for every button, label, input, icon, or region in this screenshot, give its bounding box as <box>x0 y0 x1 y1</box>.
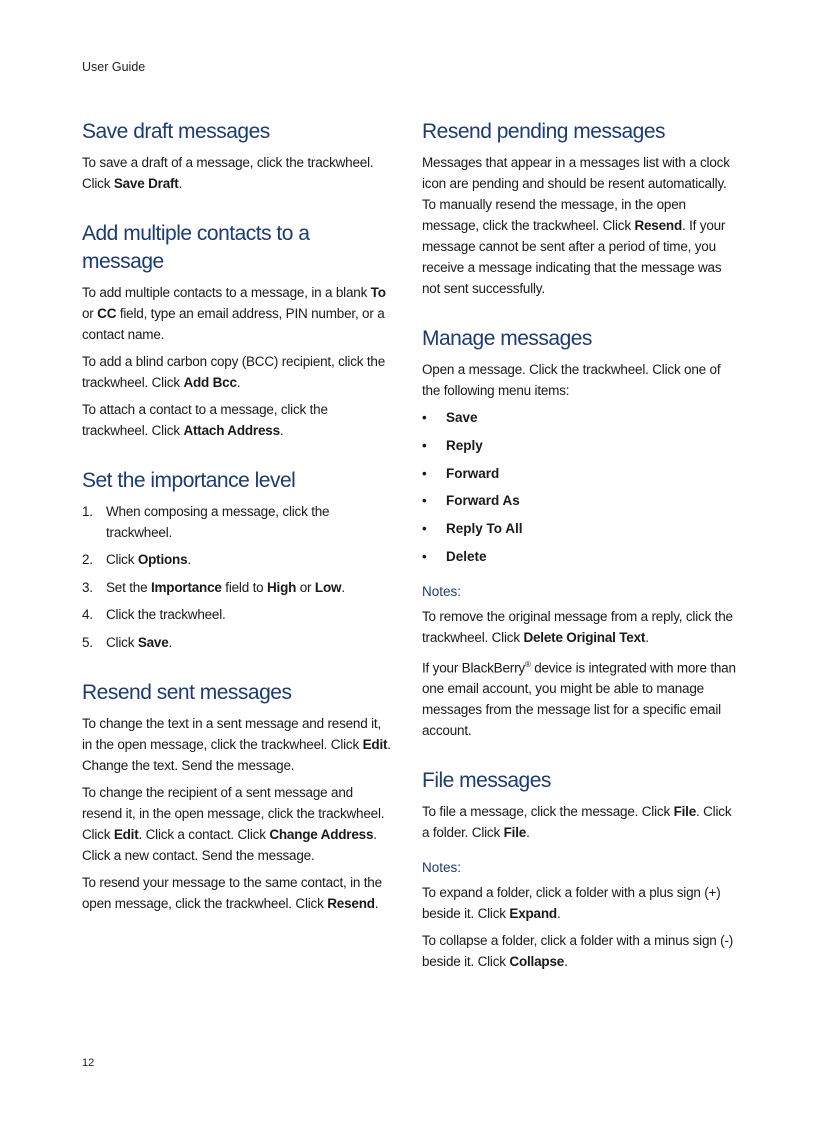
list-item: • Forward As <box>422 493 520 509</box>
paragraph: To change the recipient of a sent message and resend it, in the open message, click the trackwheel. Click Edit. Click a contact. Click Change Address. Click a new contact. Send the message. <box>82 784 385 863</box>
section-title: Manage messages <box>422 327 592 350</box>
step-item: 5. Click Save. <box>82 634 173 650</box>
ui-term: CC <box>97 306 117 321</box>
paragraph: To resend your message to the same contact, in the open message, click the trackwheel. Click Resend. <box>82 874 382 911</box>
list-item: • Reply <box>422 437 483 453</box>
section-resend-sent <box>82 679 394 914</box>
paragraph: To collapse a folder, click a folder with a minus sign (-) beside it. Click Collapse. <box>422 933 734 970</box>
section-title: Set the importance level <box>82 469 296 492</box>
section-title: Add multiple contacts to a message <box>82 222 310 273</box>
section-title: Resend sent messages <box>82 680 292 704</box>
paragraph: To add a blind carbon copy (BCC) recipient, click the trackwheel. Click Add Bcc. <box>82 354 386 390</box>
section-file <box>422 767 738 972</box>
ui-term: To <box>370 285 386 300</box>
ui-term: Attach Address <box>183 423 280 438</box>
step-item: 3. Set the Importance field to High or Low. <box>82 579 345 595</box>
notes-label: Notes: <box>422 583 462 599</box>
running-header: User Guide <box>82 60 146 74</box>
ui-term: Save Draft <box>113 176 179 191</box>
notes-label: Notes: <box>422 860 462 876</box>
paragraph: To save a draft of a message, click the trackwheel. Click Save Draft. <box>82 155 374 191</box>
right-column <box>422 118 738 998</box>
step-item: 4. Click the trackwheel. <box>82 607 226 623</box>
list-item: • Save <box>422 410 478 425</box>
ui-term: Add Bcc <box>183 375 237 390</box>
menu-items-list <box>422 407 738 567</box>
section-title: Save draft messages <box>82 120 270 143</box>
section-title: Resend pending messages <box>422 120 666 143</box>
section-save-draft <box>82 118 394 194</box>
left-column <box>82 118 394 940</box>
paragraph: Open a message. Click the trackwheel. Click one of the following menu items: <box>422 362 721 398</box>
paragraph: To file a message, click the message. Click File. Click a folder. Click File. <box>422 804 732 841</box>
list-item: • Delete <box>422 548 487 564</box>
paragraph: To expand a folder, click a folder with a plus sign (+) beside it. Click Expand. <box>422 885 721 922</box>
section-manage <box>422 325 738 741</box>
paragraph: To change the text in a sent message and resend it, in the open message, click the trackwheel. Click Edit. Change the text. Send the message. <box>82 715 391 773</box>
section-add-contacts <box>82 220 394 441</box>
paragraph: To add multiple contacts to a message, in a blank To or CC field, type an email address, PIN number, or a contact name. <box>82 285 386 342</box>
list-item: • Forward <box>422 465 500 481</box>
steps-list <box>82 501 394 653</box>
step-item: 1. When composing a message, click the trackwheel. <box>82 504 330 540</box>
page-number: 12 <box>82 1057 95 1069</box>
paragraph: If your BlackBerry® device is integrated with more than one email account, you might be able to manage messages from the message list for a specific email account. <box>422 659 736 739</box>
section-title: File messages <box>422 769 551 793</box>
paragraph: To remove the original message from a reply, click the trackwheel. Click Delete Original Text. <box>422 608 733 645</box>
list-item: • Reply To All <box>422 521 523 537</box>
paragraph: Messages that appear in a messages list with a clock icon are pending and should be resent automatically. To manually resend the message, in the open message, click the trackwheel. Click Resend. If your message cannot be sent after a period of time, you receive a message indicating that the message was not sent successfully. <box>422 155 730 296</box>
step-item: 2. Click Options. <box>82 552 191 568</box>
section-importance <box>82 467 394 653</box>
section-resend-pending <box>422 118 738 299</box>
paragraph: To attach a contact to a message, click the trackwheel. Click Attach Address. <box>82 402 328 438</box>
